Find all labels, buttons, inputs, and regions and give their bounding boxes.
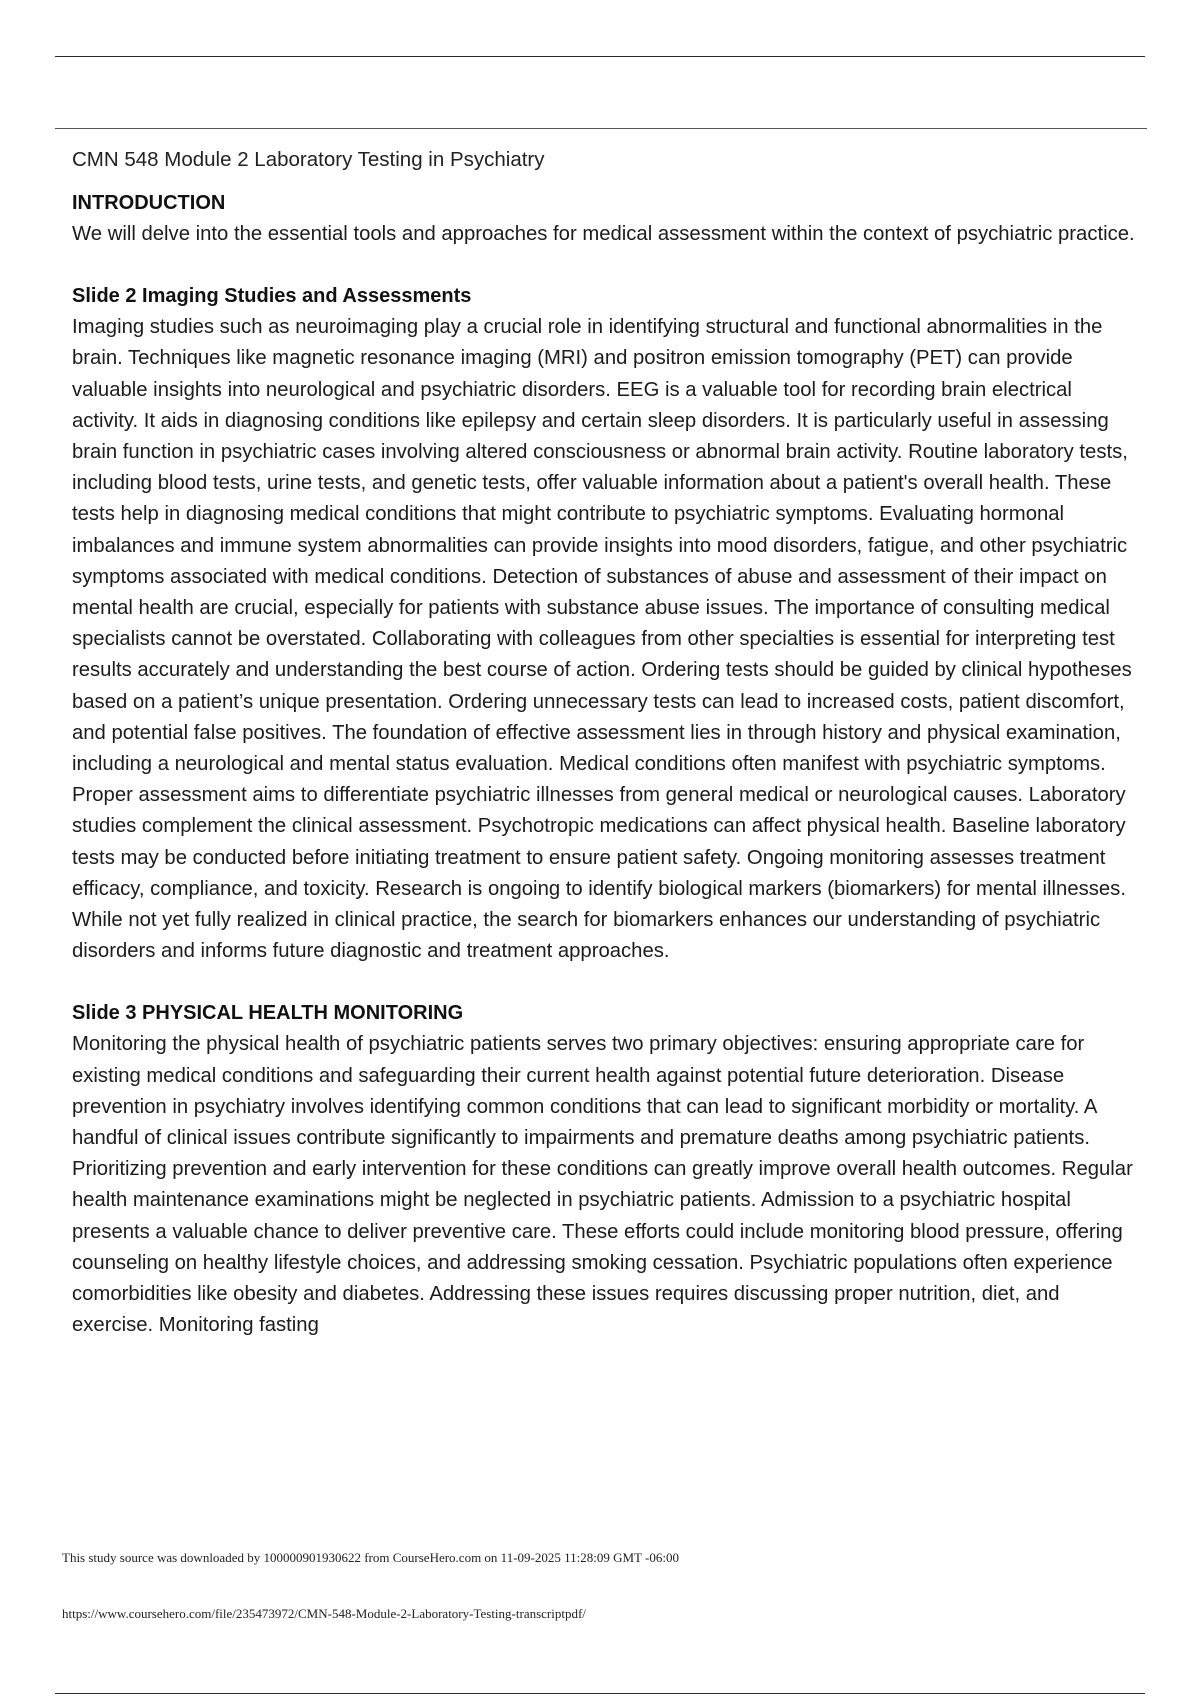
section-paragraph: Imaging studies such as neuroimaging play a crucial role in identifying structural and functional abnormalities in the brain. Techniques like magnetic resonance imaging (MRI) and positron emission tomography (PET) can provide valuable insights into neurological and psychiatric disorders. EEG is a valuable tool for recording brain electrical activity. It aids in diagnosing conditions like epilepsy and certain sleep disorders. It is particularly useful in assessing brain function in psychiatric cases involving altered consciousness or abnormal brain activity. Routine laboratory tests, including blood tests, urine tests, and genetic tests, offer valuable information about a patient's overall health. These tests help in diagnosing medical conditions that might contribute to psychiatric symptoms. Evaluating hormonal imbalances and immune system abnormalities can provide insights into mood disorders, fatigue, and other psychiatric symptoms associated with medical conditions. Detection of substances of abuse and assessment of their impact on mental health are crucial, especially for patients with substance abuse issues. The importance of consulting medical specialists cannot be overstated. Collaborating with colleagues from other specialties is essential for interpreting test results accurately and understanding the best course of action. Ordering tests should be guided by clinical hypotheses based on a patient’s unique presentation. Ordering unnecessary tests can lead to increased costs, patient discomfort, and potential false positives. The foundation of effective assessment lies in through history and physical examination, including a neurological and mental status evaluation. Medical conditions often manifest with psychiatric symptoms. Proper assessment aims to differentiate psychiatric illnesses from general medical or neurological causes. Laboratory studies complement the clinical assessment. Psychotropic medications can affect physical health. Baseline laboratory tests may be conducted before initiating treatment to ensure patient safety. Ongoing monitoring assesses treatment efficacy, compliance, and toxicity. Research is ongoing to identify biological markers (biomarkers) for mental illnesses. While not yet fully realized in clinical practice, the search for biomarkers enhances our understanding of psychiatric disorders and informs future diagnostic and treatment approaches. xyxy=(72,316,1132,963)
bottom-rule xyxy=(55,1693,1145,1694)
section-physical-health-monitoring xyxy=(72,998,1142,1341)
document-title: CMN 548 Module 2 Laboratory Testing in Psychiatry xyxy=(72,148,545,171)
section-paragraph: We will delve into the essential tools and approaches for medical assessment within the context of psychiatric practice. xyxy=(72,223,1135,245)
section-imaging-studies xyxy=(72,281,1142,967)
top-rule xyxy=(55,56,1145,57)
section-heading: Slide 2 Imaging Studies and Assessments xyxy=(72,285,472,308)
section-paragraph: Monitoring the physical health of psychiatric patients serves two primary objectives: ensuring appropriate care for existing medical conditions and safeguarding their current health against potential future deterioration. Disease prevention in psychiatry involves identifying common conditions that can lead to significant morbidity or mortality. A handful of clinical issues contribute significantly to impairments and premature deaths among psychiatric patients. Prioritizing prevention and early intervention for these conditions can greatly improve overall health outcomes. Regular health maintenance examinations might be neglected in psychiatric patients. Admission to a psychiatric hospital presents a valuable chance to deliver preventive care. These efforts could include monitoring blood pressure, offering counseling on healthy lifestyle choices, and addressing smoking cessation. Psychiatric populations often experience comorbidities like obesity and diabetes. Addressing these issues requires discussing proper nutrition, diet, and exercise. Monitoring fasting xyxy=(72,1033,1133,1337)
download-source-note: This study source was downloaded by 100000901930622 from CourseHero.com on 11-09-2025 11:28:09 GMT -06:00 xyxy=(62,1550,679,1565)
source-url[interactable]: https://www.coursehero.com/file/235473972/CMN-548-Module-2-Laboratory-Testing-transcriptpdf/ xyxy=(62,1606,586,1621)
section-introduction xyxy=(72,188,1142,250)
header-divider xyxy=(55,128,1147,129)
document-body xyxy=(72,144,1142,1342)
section-heading: INTRODUCTION xyxy=(72,192,226,214)
section-heading: Slide 3 PHYSICAL HEALTH MONITORING xyxy=(72,1002,464,1025)
